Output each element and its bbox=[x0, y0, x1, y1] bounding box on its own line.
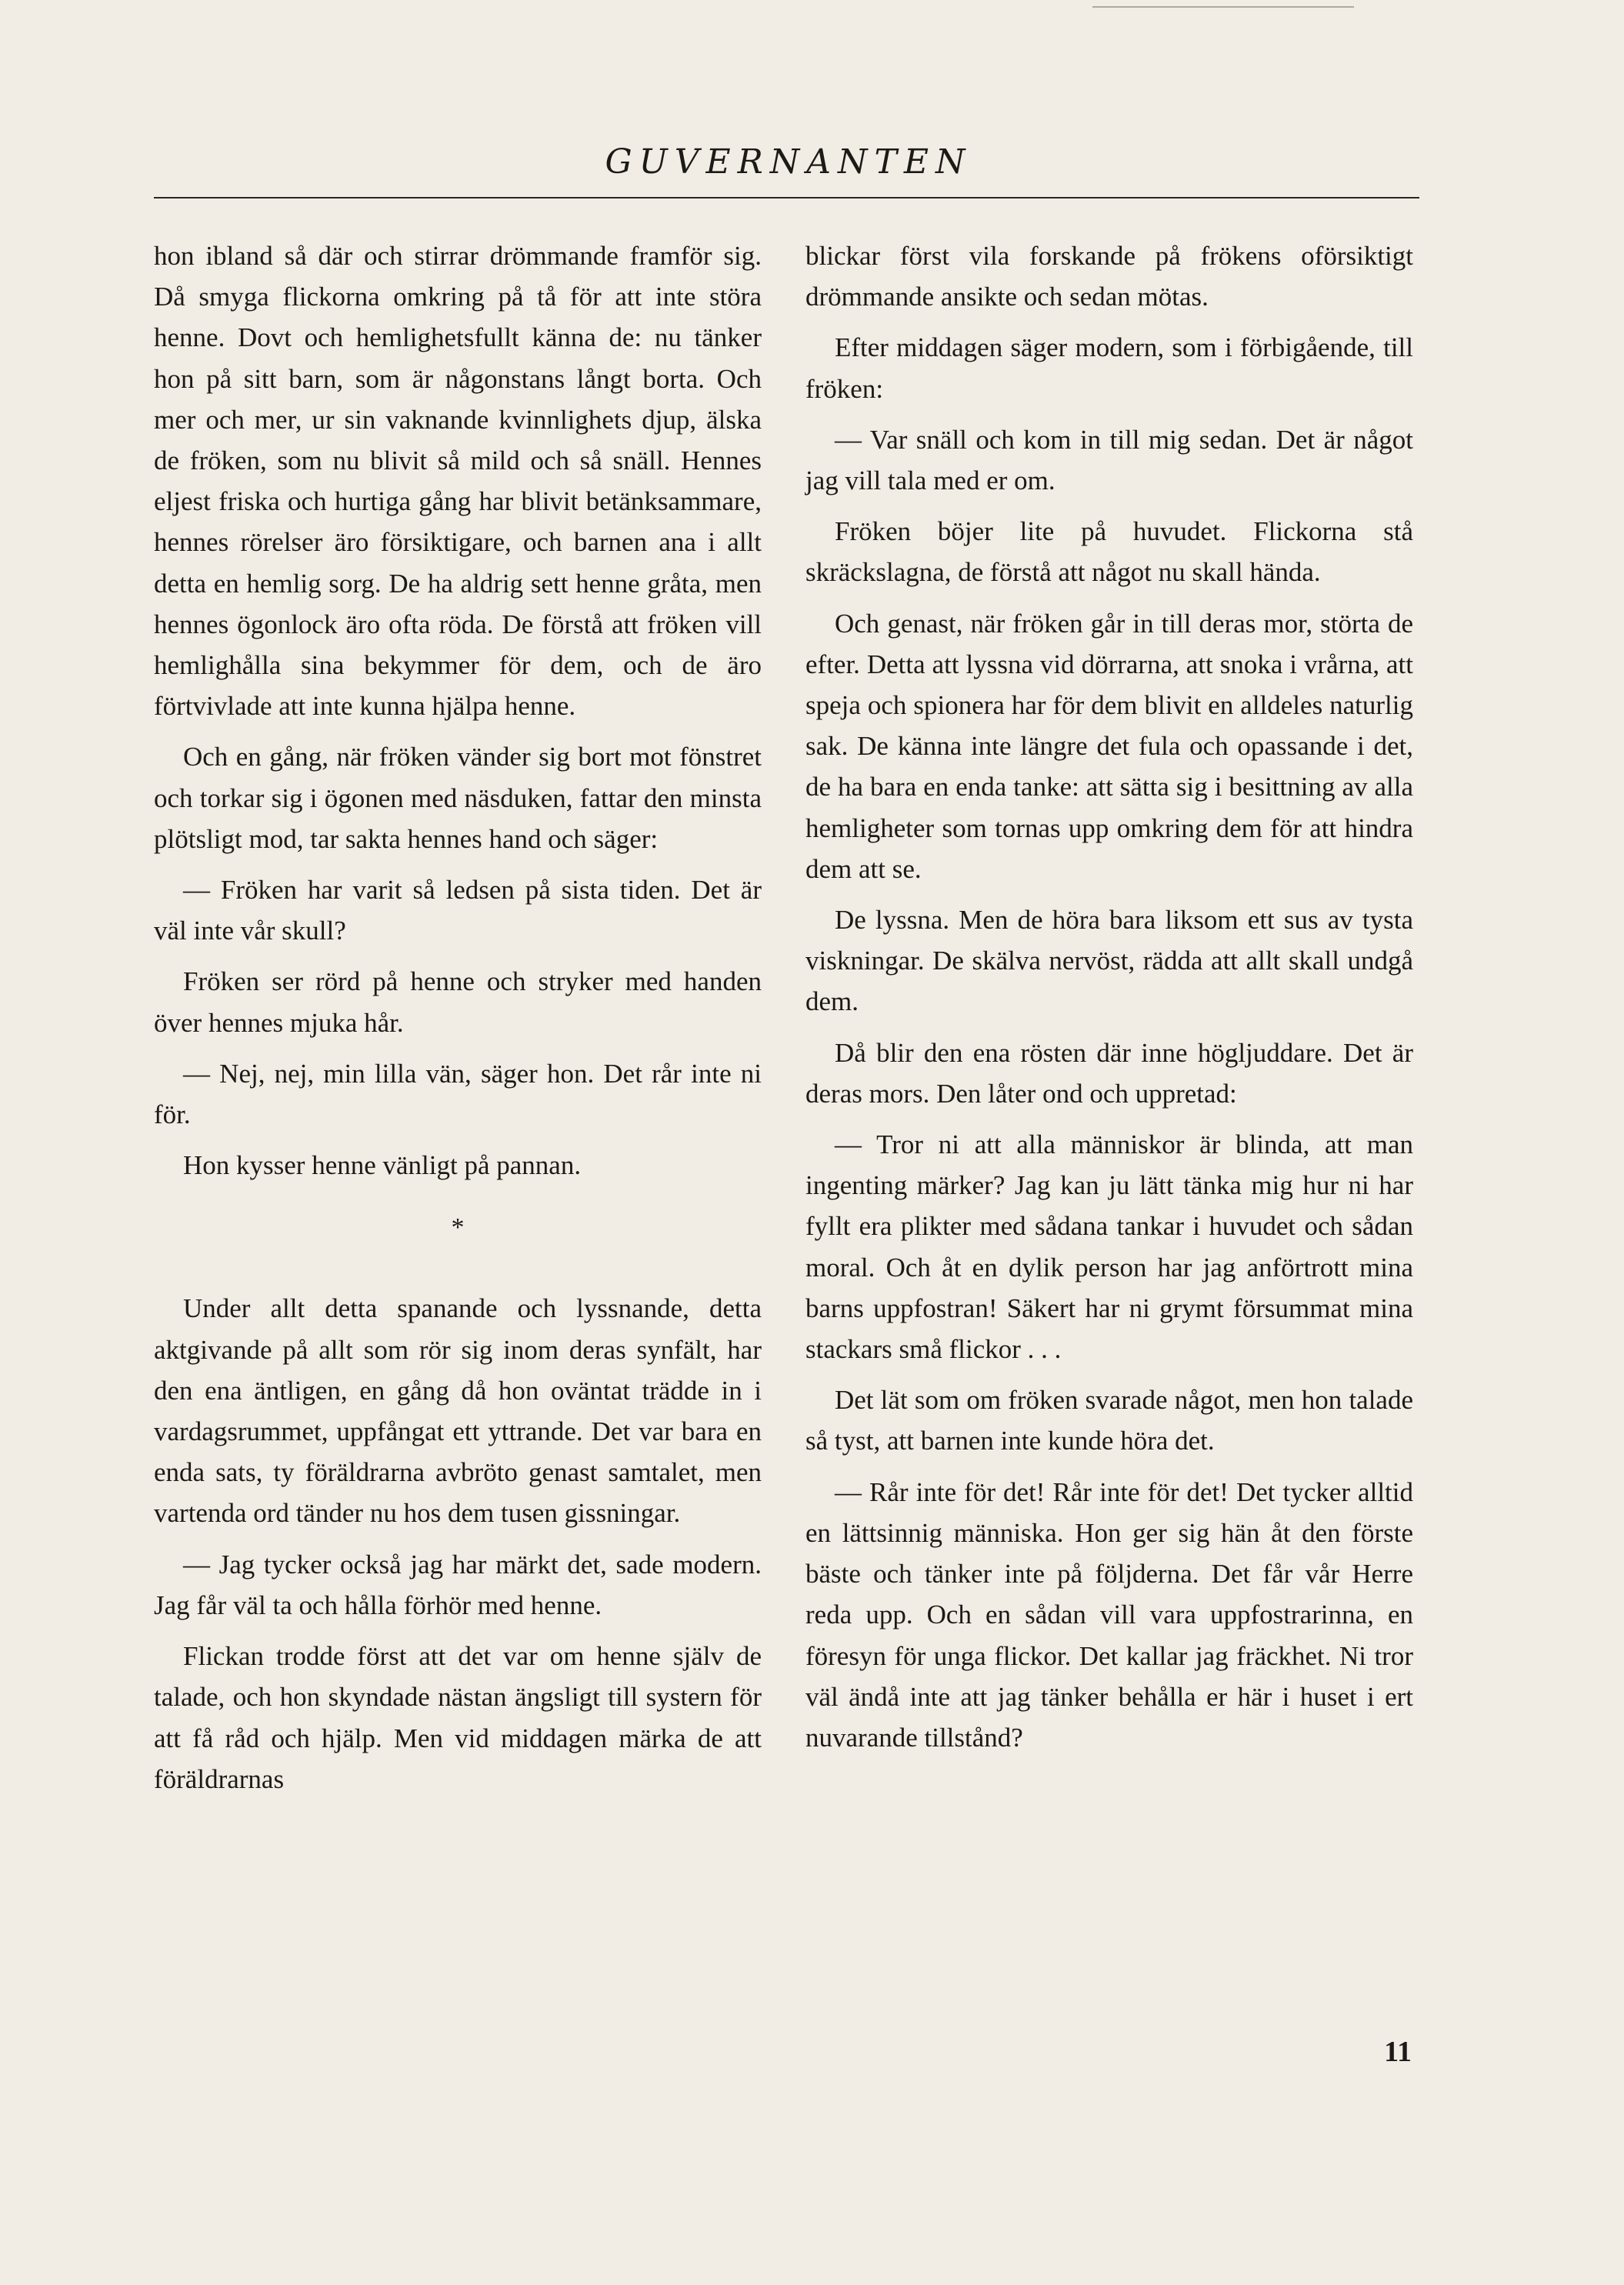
dialogue-line: — Fröken har varit så ledsen på sista tiden. Det är väl inte vår skull? bbox=[154, 875, 762, 946]
paragraph: Under allt detta spanande och lyssnande, detta aktgivande på allt som rör sig inom deras synfält, har den ena äntligen, en gång då hon oväntat trädde in i vardagsrummet, uppfångat ett yttrande. Det var bara en enda sats, ty föräldrarna avbröto genast samtalet, men vartenda ord tänder nu hos dem tusen gissningar. bbox=[154, 1293, 762, 1529]
right-column bbox=[805, 235, 1413, 1768]
dialogue-line: — Rår inte för det! Rår inte för det! Det tycker alltid en lättsinnig människa. Hon ger sig hän åt den förste bäste och tänker inte på följderna. Det får vår Herre reda upp. Och en sådan vill vara uppfostrarinna, en föresyn för unga flickor. Det kallar jag fräckhet. Ni tror väl ändå inte att jag tänker behålla er här i huset i ert nuvarande tillstånd? bbox=[805, 1476, 1413, 1753]
dialogue-line: — Nej, nej, min lilla vän, säger hon. Det rår inte ni för. bbox=[154, 1058, 762, 1130]
dialogue-line: — Var snäll och kom in till mig sedan. Det är något jag vill tala med er om. bbox=[805, 424, 1413, 496]
paragraph: Då blir den ena rösten där inne högljuddare. Det är deras mors. Den låter ond och uppretad: bbox=[805, 1037, 1413, 1109]
paragraph: Fröken böjer lite på huvudet. Flickorna stå skräckslagna, de förstå att något nu skall hända. bbox=[805, 516, 1413, 588]
page-number: 11 bbox=[1384, 2036, 1412, 2068]
paragraph: Flickan trodde först att det var om henne själv de talade, och hon skyndade nästan ängsligt till systern för att få råd och hjälp. Men vid middagen märka de att föräldrarnas bbox=[154, 1641, 762, 1794]
header-divider bbox=[154, 197, 1419, 198]
dialogue-line: — Jag tycker också jag har märkt det, sade modern. Jag får väl ta och hålla förhör med henne. bbox=[154, 1549, 762, 1620]
dialogue-line: — Tror ni att alla människor är blinda, att man ingenting märker? Jag kan ju lätt tänka mig hur ni har fyllt era plikter med sådana tankar i huvudet och sådan moral. Och åt en dylik person har jag anförtrott mina barns uppfostran! Säkert har ni grymt försummat mina stackars små flickor . . . bbox=[805, 1129, 1413, 1365]
paragraph: Det lät som om fröken svarade något, men hon talade så tyst, att barnen inte kunde höra det. bbox=[805, 1385, 1413, 1456]
top-edge-rule bbox=[1092, 6, 1354, 8]
paragraph: hon ibland så där och stirrar drömmande framför sig. Då smyga flickorna omkring på tå för att inte störa henne. Dovt och hemlighetsfullt känna de: nu tänker hon på sitt barn, som är någonstans långt borta. Och mer och mer, ur sin vaknande kvinnlighets djup, älska de fröken, som nu blivit så mild och så snäll. Hennes eljest friska och hurtiga gång har blivit betänksammare, hennes rörelser äro försiktigare, och barnen ana i allt detta en hemlig sorg. De ha aldrig sett henne gråta, men hennes ögonlock äro ofta röda. De förstå att fröken vill hemlighålla sina bekymmer för dem, och de äro förtvivlade att inte kunna hjälpa henne. bbox=[154, 241, 762, 722]
left-column bbox=[154, 235, 762, 1810]
paragraph: Och en gång, när fröken vänder sig bort mot fönstret och torkar sig i ögonen med näsduken, fattar den minsta plötsligt mod, tar sakta hennes hand och säger: bbox=[154, 742, 762, 854]
paragraph: Hon kysser henne vänligt på pannan. bbox=[183, 1150, 582, 1181]
paragraph: De lyssna. Men de höra bara liksom ett sus av tysta viskningar. De skälva nervöst, rädda att allt skall undgå dem. bbox=[805, 905, 1413, 1017]
section-separator: * bbox=[451, 1213, 465, 1243]
paragraph: Och genast, när fröken går in till deras mor, störta de efter. Detta att lyssna vid dörrarna, att snoka i vrårna, att speja och spionera har för dem blivit en alldeles naturlig sak. De känna inte längre det fula och opassande i det, de ha bara en enda tanke: att sätta sig i besittning av alla hemligheter som tornas upp omkring dem för att hindra dem att se. bbox=[805, 608, 1413, 884]
paragraph: Fröken ser rörd på henne och stryker med handen över hennes mjuka hår. bbox=[154, 966, 762, 1038]
running-title: GUVERNANTEN bbox=[605, 142, 972, 182]
paragraph: blickar först vila forskande på frökens oförsiktigt drömmande ansikte och sedan mötas. bbox=[805, 241, 1413, 312]
paragraph: Efter middagen säger modern, som i förbigående, till fröken: bbox=[805, 332, 1413, 404]
